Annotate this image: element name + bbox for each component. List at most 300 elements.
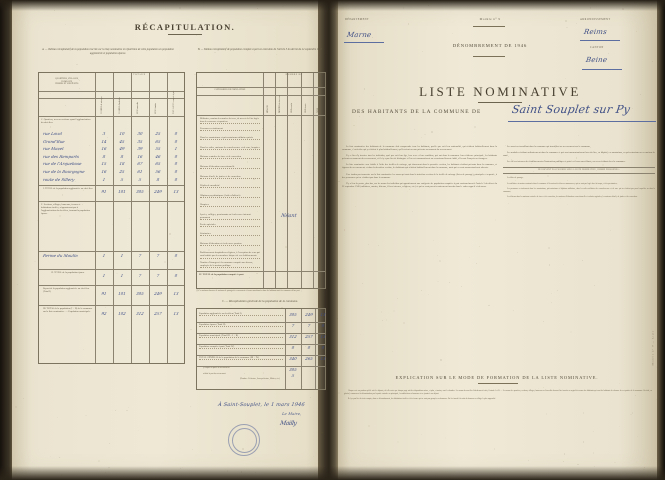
table-c-subrow-value: 305 xyxy=(288,367,298,372)
paper-speck xyxy=(515,180,516,181)
paper-speck xyxy=(230,304,232,306)
right-page xyxy=(334,0,657,480)
table-cell-value: 7 xyxy=(138,273,142,278)
table-b-row-label: Dépôts de mendicité xyxy=(200,184,260,188)
table-cell-value: 0 xyxy=(174,138,178,144)
table-cell-value: 30 xyxy=(137,131,143,136)
table-a-col-group: TOTAUX xyxy=(133,74,146,76)
table-c-row-label: TOTAL GÉNÉRAL de la population de la commune (III + IV) xyxy=(199,356,283,360)
table-cell-value: 67 xyxy=(137,161,143,167)
table-c-cell-value: 7 xyxy=(307,323,311,328)
table-cell-value: 305 xyxy=(135,189,145,194)
paper-speck xyxy=(474,126,476,128)
paper-speck xyxy=(301,290,302,291)
table-b-total-label: IV. TOTAL de la population comptée à part. xyxy=(199,273,245,276)
table-b-neant-note: Néant xyxy=(280,213,298,219)
section-c-caption: C. — Récapitulation générale de la population de la commune. xyxy=(222,299,298,303)
table-b-colhead-2: SEXE masculin xyxy=(292,102,293,113)
table-b-colhead-1: INDIVIDUS des deux sexes xyxy=(280,94,281,113)
paper-speck xyxy=(293,123,294,124)
canton-underline xyxy=(582,69,622,70)
paper-speck xyxy=(528,460,529,461)
instruction-paragraph: Il ne faudra pas transcrire sur la liste nominative les noms qui sont dans la troisième section de la feuille de ménage (listes de passage), principale et reportée, à des personnes qui ne résident pas dans la commune. xyxy=(342,173,497,179)
paper-speck xyxy=(108,467,109,468)
instruction-paragraph: Les élèves internes des établissements d'instruction publique et privés et leurs surveillants, ou ceux résidant chez la commune. xyxy=(507,161,626,164)
paper-speck xyxy=(567,180,568,181)
paper-speck xyxy=(360,334,361,335)
table-row-label: rue des Remparts xyxy=(42,153,80,159)
table-a-colhead-3: SEXE féminin xyxy=(155,102,157,114)
paper-speck xyxy=(255,472,256,473)
table-a-group1-label: 1° Quartiers, rues ou sections ayant l'agglomération du chef-lieu. xyxy=(41,118,91,125)
paper-speck xyxy=(247,161,248,162)
model-number: Modèle n° 9 xyxy=(479,17,501,21)
paper-speck xyxy=(241,471,243,473)
table-cell-value: 8 xyxy=(102,153,106,159)
recapitulation-title: RÉCAPITULATION. xyxy=(134,22,236,32)
instruction-paragraph: Il y a lieu de porter, plus bas, sur les noms des individus qui appartiennent aux catégories de population comptées à part conformément à l'article 3 du décret du 22 septembre 1945 (militaires, marins, détenus, élèves internes, religieux, etc.) et qui ne sont pas nécessairement inscrits dans le cadre rappelé ci-dessous. xyxy=(342,182,497,188)
commune-underline xyxy=(508,121,656,122)
table-b-row-label: Hospices xyxy=(200,203,260,207)
table-b-row-label: Établissements hospitaliers religieux, à l'exception de ceux qui sont habités par des membres laïques de ces établissements xyxy=(200,251,260,258)
paper-speck xyxy=(555,147,556,148)
table-b-col-group: NOMBRE DE xyxy=(285,74,303,76)
paper-speck xyxy=(602,164,604,166)
paper-speck xyxy=(582,260,583,261)
table-cell-value: 13 xyxy=(173,311,179,316)
table-section-b xyxy=(196,72,326,289)
table-c-row-label: Population comptée à part (Total IV) xyxy=(199,345,283,349)
arrondissement-underline xyxy=(580,40,620,41)
title-rule xyxy=(168,34,202,35)
paper-speck xyxy=(216,118,217,119)
paper-speck xyxy=(184,224,185,225)
instruction-paragraph: Les malades résidant ordinairement dans la commune et qui sont momentanément hors du lieu, en hôpital, en sanatorium, en préventorium ou en maison de santé, xyxy=(503,152,655,158)
paper-speck xyxy=(505,145,506,146)
instruction-paragraph: Les ouvriers travaillant dans la commune qui travaillent au recensement sur la commune, xyxy=(507,146,591,148)
table-cell-value: 46 xyxy=(155,153,161,159)
table-cell-value: 65 xyxy=(155,161,161,167)
table-c-row-label: Population éparse (Total II) xyxy=(199,323,283,327)
paper-speck xyxy=(557,290,558,291)
table-b-row-label: Dans les sanatoriums et préventoriums militaires privés xyxy=(200,136,260,140)
paper-speck xyxy=(437,281,438,282)
paper-speck xyxy=(533,171,534,172)
paper-speck xyxy=(407,191,408,192)
paper-speck xyxy=(242,448,244,450)
table-b-row-label: Dans les asiles, maisons de convalescence et de cure, hospices xyxy=(200,145,260,149)
paper-speck xyxy=(570,331,572,333)
paper-speck xyxy=(359,116,360,117)
table-cell-value: 5 xyxy=(138,176,142,182)
paper-speck xyxy=(565,78,566,79)
table-c-cell-value: 13 xyxy=(320,312,326,317)
official-stamp xyxy=(228,424,260,456)
table-c-subrow-value: 5 xyxy=(291,373,295,378)
arrondissement-label: ARRONDISSEMENT xyxy=(580,18,611,21)
section-b-caption: B. — Tableau récapitulatif de population comptée à part en exécution de l'article 3 du décret du 22 septembre 1945 xyxy=(197,48,323,51)
table-a-colhead-4: POPULATION comptée à part xyxy=(173,90,175,114)
table-row-label: Ferme du Moulin xyxy=(42,253,79,258)
department-label: DÉPARTEMENT xyxy=(345,18,370,21)
table-b-colhead-0: MÉNAGES xyxy=(268,105,269,113)
table-cell-value: 49 xyxy=(119,146,125,152)
table-cell-value: 14 xyxy=(101,138,107,144)
paper-speck xyxy=(381,311,382,312)
instruction-paragraph: Chaque voie ou portion qu'elle soit les départs, de telle sorte que chaque page soit des dispositions mises, et plus, et moins, sont le chambre. Les noms devront être littéralement écrits, l'extrait A et B. — Les noms des quartiers, sections, villages, hameaux ou lieux-dits devront être inscrits au regard des noms des habitants qui sont les habitants de chacune de ces parties de la commune. On doit, en général, commencer la dénomination par la partie centrale ou principale, la subdivision en hameaux et ne jamais à son départ. xyxy=(344,390,652,395)
section-c-footnote: (Nombre : Préfecture, Sous-préfecture, Mairies, etc.) xyxy=(240,378,280,380)
table-a-total-agglo-label: I. TOTAL de la population agglomérée au chef-lieu. xyxy=(43,187,93,190)
table-cell-value: 7 xyxy=(138,253,142,258)
table-cell-value: 91 xyxy=(101,189,107,194)
table-row-label: route de Sillery xyxy=(42,176,75,182)
paper-speck xyxy=(253,178,255,180)
paper-speck xyxy=(421,137,422,138)
paper-speck xyxy=(337,13,338,14)
paper-speck xyxy=(551,302,552,303)
paper-speck xyxy=(211,450,212,451)
table-c-cell-value: 312 xyxy=(288,334,298,339)
paper-speck xyxy=(285,246,287,248)
paper-speck xyxy=(476,263,477,264)
instruction-paragraph: La liste nominative des habitants de la commune doit comprendre tous les habitants, quelle que soit leur nationalité, qui résident habituellement dans la commune, c'est-à-dire qui y résident le plus habituellement, qu'ils soient ou non présents au moment du recensement. xyxy=(342,146,497,152)
table-b-row-label: Maisons d'éducation correctionnelle xyxy=(200,165,260,169)
table-b-category-col: CATÉGORIES DE POPULATION. xyxy=(214,89,246,91)
paper-speck xyxy=(318,203,319,204)
table-cell-value: 0 xyxy=(174,131,178,136)
table-cell-value: 35 xyxy=(137,138,143,144)
table-a-report-label: Report de la population agglomérée au chef-lieu (Total I) xyxy=(43,287,90,294)
paper-speck xyxy=(428,5,429,6)
table-a-total-general-label: III. TOTAL de la population (I + II) de la commune sur la liste nominative. — Population municipale. xyxy=(43,307,93,314)
paper-speck xyxy=(422,51,423,52)
table-c-row-label: Population municipale (Total III = I + II) xyxy=(199,334,283,338)
table-c-cell-value: 0 xyxy=(321,345,325,350)
paper-speck xyxy=(469,257,470,258)
paper-speck xyxy=(577,464,578,465)
table-cell-value: 18 xyxy=(119,161,125,167)
paper-speck xyxy=(310,397,311,398)
paper-speck xyxy=(232,195,233,196)
table-c-cell-value: 13 xyxy=(320,334,326,339)
table-c-cell-value: 7 xyxy=(291,323,295,328)
explication-title: EXPLICATION SUR LE MODE DE FORMATION DE LA LISTE NOMINATIVE. xyxy=(395,375,599,380)
paper-speck xyxy=(83,349,84,350)
table-a-total-eparse-label: II. TOTAL de la population éparse xyxy=(51,271,85,274)
table-c-cell-value: 305 xyxy=(288,312,298,317)
paper-speck xyxy=(547,175,549,177)
paper-speck xyxy=(488,305,489,306)
census-rule xyxy=(473,56,505,57)
instruction-paragraph: Les personnes en traitement dans les sanatoriums, préventoriums et hôpitaux militaires, dans les asiles militaires de convalescence et de cure qui ne résident pas pour lesquelles on dans la commune; xyxy=(503,188,655,193)
paper-speck xyxy=(563,264,564,265)
table-cell-value: 0 xyxy=(174,169,178,174)
table-row-label: rue Mazet xyxy=(42,146,65,152)
paper-speck xyxy=(65,24,66,25)
paper-speck xyxy=(622,8,624,10)
paper-speck xyxy=(257,8,258,9)
explication-rule xyxy=(478,383,518,384)
table-cell-value: 305 xyxy=(135,291,145,296)
instruction-paragraph: Les militaires et marins cantonnés dans la commune à l'occasion des diverses manœuvres, qui ne sont pas logés chez la troupe, et des prestataires; xyxy=(507,182,618,185)
paper-speck xyxy=(548,247,550,249)
paper-speck xyxy=(347,182,348,183)
paper-speck xyxy=(54,10,55,11)
paper-speck xyxy=(577,97,578,98)
table-cell-value: 91 xyxy=(101,291,107,296)
table-b-row-label: Maisons d'arrêt, de justice et de correction xyxy=(200,175,260,179)
table-cell-value: 1 xyxy=(102,176,106,182)
paper-speck xyxy=(368,244,369,245)
table-cell-value: 8 xyxy=(156,176,160,182)
paper-speck xyxy=(397,298,398,299)
table-c-cell-value: 13 xyxy=(320,356,326,361)
table-cell-value: 312 xyxy=(135,311,145,316)
table-cell-value: 0 xyxy=(174,273,178,278)
table-b-row-label: Maisons centrales de force et de correction xyxy=(200,155,260,159)
table-c-subrow-label: y compris la partie du recensement xyxy=(203,367,230,369)
table-cell-value: 7 xyxy=(156,273,160,278)
paper-speck xyxy=(368,425,370,427)
paper-speck xyxy=(593,431,594,432)
instruction-paragraph: Il n'y a pas lieu de tenir compte, dans ce dénombrement, des habitations isolées et des fermes qui ne sont pas groupées en hameaux. On les inscrit à la suite du hameau ou village le plus rapproché. xyxy=(348,398,496,401)
paper-speck xyxy=(321,432,322,433)
paper-speck xyxy=(635,395,636,396)
table-cell-value: 25 xyxy=(155,131,161,136)
table-cell-value: 1 xyxy=(120,273,124,278)
table-cell-value: 102 xyxy=(117,311,127,316)
table-a-colhead-0: NOMBRE de ménages xyxy=(101,96,103,114)
explication-body xyxy=(344,390,652,404)
table-cell-value: 101 xyxy=(117,291,127,296)
table-cell-value: 249 xyxy=(153,189,163,194)
table-c-cell-value: 249 xyxy=(304,312,314,317)
table-b-row-label: Écoles spéciales xyxy=(200,223,260,227)
paper-speck xyxy=(261,328,262,329)
table-a-row-header: QUARTIERS, VILLAGES, HAMEAUX, FERMES ET LIEUX DITS. xyxy=(55,78,79,86)
table-c-cell-value: 257 xyxy=(304,334,314,339)
paper-speck xyxy=(271,222,272,223)
table-cell-value: 1 xyxy=(102,253,106,258)
table-cell-value: 25 xyxy=(119,169,125,174)
table-cell-value: 7 xyxy=(156,253,160,258)
paper-speck xyxy=(543,321,544,322)
margin-reference: Modèle n° 9 — Liste xyxy=(651,330,654,366)
table-b-colhead-4: TOTAL xyxy=(318,107,319,113)
table-cell-value: 56 xyxy=(155,169,161,174)
canton-value: Beine xyxy=(585,56,608,64)
paper-speck xyxy=(409,189,410,190)
paper-speck xyxy=(79,88,80,89)
paper-speck xyxy=(59,215,60,216)
table-cell-value: 15 xyxy=(101,161,107,167)
arrondissement-value: Reims xyxy=(583,28,608,36)
paper-speck xyxy=(79,80,80,81)
commune-value: Saint Souplet sur Py xyxy=(510,103,631,116)
paper-speck xyxy=(565,20,567,22)
paper-speck xyxy=(48,308,49,309)
table-cell-value: 45 xyxy=(119,138,125,144)
instruction-paragraph: Les détenus dans les maisons centrales de force et de correction, les maisons d'éducation correctionnelle et colonies agricoles, les maisons d'arrêt, de justice et de correction. xyxy=(507,196,638,199)
paper-speck xyxy=(630,414,631,415)
paper-speck xyxy=(511,159,512,160)
table-b-row-label: Militaires, marins des armées de terre, de mer et de l'air logés dans les casernes et quartiers xyxy=(200,117,259,124)
table-a-colhead-1: NOMBRE d'individus xyxy=(119,97,121,114)
paper-speck xyxy=(437,255,438,256)
paper-speck xyxy=(637,436,638,437)
department-value: Marne xyxy=(346,31,372,39)
paper-speck xyxy=(61,474,62,475)
paper-speck xyxy=(566,27,567,28)
department-underline xyxy=(344,42,384,43)
table-cell-value: 55 xyxy=(155,146,161,152)
table-b-colhead-3: SEXE féminin xyxy=(306,103,307,113)
table-b-row-label: Personnes en traitement xyxy=(200,127,260,131)
table-a-colhead-2: SEXE masculin xyxy=(137,101,139,114)
paper-speck xyxy=(538,388,539,389)
table-c-cell-value: 0 xyxy=(291,345,295,350)
census-title: DÉNOMBREMENT DE 1946 xyxy=(452,43,528,48)
table-cell-value: 257 xyxy=(153,311,163,316)
paper-speck xyxy=(440,359,442,361)
paper-speck xyxy=(169,233,170,234)
table-row-label: rue Laval xyxy=(42,131,63,136)
paper-speck xyxy=(190,406,191,407)
paper-speck xyxy=(656,399,657,400)
table-cell-value: 13 xyxy=(173,189,179,194)
paper-speck xyxy=(82,204,83,205)
paper-speck xyxy=(81,6,82,7)
table-cell-value: 61 xyxy=(137,169,143,174)
paper-speck xyxy=(421,290,422,291)
table-cell-value: 3 xyxy=(102,131,106,136)
table-cell-value: 16 xyxy=(101,169,107,174)
table-b-footnote: (1) Ces maisons obscures de maisons de passage de recensement et fermes mentionnées dans les habitants mais les communes d'une part. xyxy=(196,290,300,292)
table-b-row-label: Hôpitaux psychiatriques (Asiles d'aliénés) xyxy=(200,194,260,198)
paper-speck xyxy=(372,37,373,38)
liste-nominative-title: LISTE NOMINATIVE xyxy=(419,84,581,99)
book-right-edge xyxy=(656,0,665,480)
paper-speck xyxy=(338,392,340,394)
table-cell-value: 1 xyxy=(102,273,106,278)
table-cell-value: 0 xyxy=(174,161,178,167)
paper-speck xyxy=(108,50,109,51)
paper-speck xyxy=(331,291,332,292)
table-cell-value: 39 xyxy=(137,146,143,152)
table-section-a xyxy=(38,72,185,364)
signature-role: Le Maire, xyxy=(281,412,302,416)
paper-speck xyxy=(121,172,122,173)
table-c-cell-value: 0 xyxy=(307,345,311,350)
table-cell-value: 249 xyxy=(153,291,163,296)
paper-speck xyxy=(98,460,100,462)
paper-speck xyxy=(408,23,409,24)
table-a-group2-label: 2° Sections, villages, hameaux, fermes et habitations isolées, n'appartenant pas à l'agglomération du chef-lieu, formant la population éparse. xyxy=(41,203,90,216)
table-cell-value: 8 xyxy=(120,153,124,159)
table-cell-value: 1 xyxy=(174,146,178,152)
paper-speck xyxy=(567,204,568,205)
paper-speck xyxy=(563,461,564,462)
table-c-cell-value: 265 xyxy=(304,356,314,361)
table-cell-value: 13 xyxy=(173,291,179,296)
paper-speck xyxy=(644,467,645,468)
paper-speck xyxy=(374,111,375,112)
paper-speck xyxy=(373,95,374,96)
table-cell-value: 16 xyxy=(101,146,107,152)
table-cell-value: 0 xyxy=(174,253,178,258)
canton-label: CANTON xyxy=(590,46,604,49)
table-cell-value: 0 xyxy=(174,176,178,182)
paper-speck xyxy=(244,373,245,374)
boxed-heading: NE DOIVENT PAS FIGURER SUR LA LISTE NOMINATIVE, COMME PERSONNES : xyxy=(503,167,655,174)
table-cell-value: 1 xyxy=(120,253,124,258)
table-cell-value: 0 xyxy=(174,153,178,159)
paper-speck xyxy=(126,410,127,411)
instruction-paragraph: Les hôtes de passage; xyxy=(507,176,524,179)
signature-place-date: À Saint-Souplet, le 1 mars 1946 xyxy=(217,402,306,408)
table-row-label: rue de l'Arquebuse xyxy=(42,161,83,167)
paper-speck xyxy=(262,128,263,129)
paper-speck xyxy=(593,32,594,33)
paper-speck xyxy=(439,260,441,262)
table-cell-value: 10 xyxy=(119,131,125,136)
paper-speck xyxy=(421,434,422,435)
instructions-right-column xyxy=(503,146,655,202)
instruction-paragraph: La liste nominative sera établie à l'aide des feuilles de ménage, qui donneront dans la première section, les habitants résidant présents dans la commune, et figurent du recensement; et dans la deuxième section, les habitants qui résident habituellement dans la commune, mais qui en sont momentanément absents. xyxy=(342,164,497,170)
paper-speck xyxy=(428,294,429,295)
table-cell-value: 65 xyxy=(155,138,161,144)
paper-speck xyxy=(461,286,462,287)
table-b-row-label: Maisons d'éducation et écoles avec pension xyxy=(200,242,260,246)
paper-speck xyxy=(393,310,395,312)
table-c-cell-value: 0 xyxy=(321,323,325,328)
table-cell-value: 92 xyxy=(101,311,107,316)
paper-speck xyxy=(15,406,17,408)
paper-speck xyxy=(208,249,210,251)
paper-speck xyxy=(538,83,539,84)
table-cell-value: 101 xyxy=(117,189,127,194)
table-row-label: Grand'Rue xyxy=(42,138,66,144)
model-rule xyxy=(473,26,505,27)
table-b-row-label: Lycées, collèges, pensionnats ou écoles avec internat permanent xyxy=(200,213,260,220)
table-cell-value: 5 xyxy=(120,176,124,182)
paper-speck xyxy=(38,304,39,305)
table-row-label: rue de la Bourgogne xyxy=(42,169,86,174)
table-c-subrow-label: réduite la part du recensement xyxy=(203,373,226,375)
paper-speck xyxy=(403,322,405,324)
table-c-row-label: Population agglomérée au chef-lieu (Total I) xyxy=(199,312,283,316)
table-b-row-label: Nombre d'étrangers à la commune comptés aux dessus, employés de la maison publique xyxy=(200,261,260,268)
table-b-row-label: Séminaires xyxy=(200,232,260,236)
paper-speck xyxy=(397,441,399,443)
paper-speck xyxy=(378,245,379,246)
paper-speck xyxy=(583,412,584,413)
instructions-left-column xyxy=(342,146,497,192)
paper-speck xyxy=(59,367,60,368)
table-cell-value: 16 xyxy=(137,153,143,159)
paper-speck xyxy=(337,318,338,319)
section-a-caption: A. — Tableau récapitulatif de la population inscrite sur la liste nominative et répartition de cette population en population agglomérée et population éparse. xyxy=(42,48,174,55)
paper-speck xyxy=(449,282,450,283)
paper-speck xyxy=(414,129,415,130)
paper-speck xyxy=(281,307,282,308)
paper-speck xyxy=(76,64,78,66)
liste-subtitle: DES HABITANTS DE LA COMMUNE DE xyxy=(352,109,482,115)
paper-speck xyxy=(479,246,480,247)
paper-speck xyxy=(529,121,530,122)
signature-name: Mailly xyxy=(279,420,298,427)
instruction-paragraph: Il y a lieu d'y inscrire tous les individus, quel que soit leur âge, leur sexe et leur condition, qui ont dans la commune leur résidence principale, les habitants présents au moment du recensement, et il n'y a pas lieu de distinguer si l'on est communément ou occasionnellement établi, s'ils sont Français ou étrangers. xyxy=(342,155,497,161)
